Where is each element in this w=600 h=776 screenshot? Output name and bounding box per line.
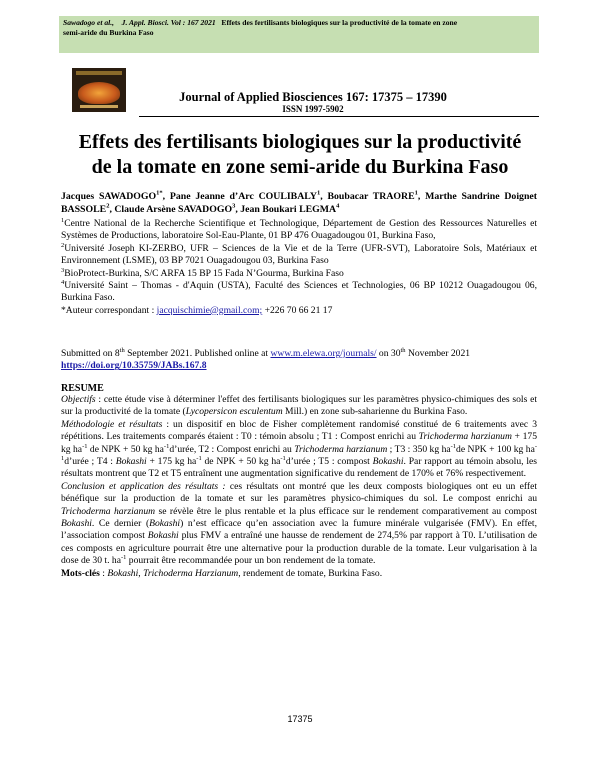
exponent: -1 (120, 554, 127, 562)
submitted-text: September 2021. Published online at (124, 348, 271, 359)
species-name: Trichoderma harzianum (61, 505, 156, 517)
author-sup: 1 (317, 189, 321, 197)
exponent: -1 (450, 442, 457, 450)
paper-title (60, 130, 540, 180)
doi-link[interactable]: https://doi.org/10.35759/JABs.167.8 (61, 360, 207, 372)
affiliation-4 (61, 280, 537, 305)
corresponding-email-link[interactable]: jacquischimie@gmail.com; (156, 304, 263, 316)
objectives-text: Mill.) en zone sub-saharienne du Burkina Faso. (282, 406, 468, 418)
methods-text: : un dispositif en bloc de Fisher complètement randomisé constitué de 6 traitements avec 3 répétitions. Les traitements comparés étaient : T0 : témoin absolu ; T1 : Compost enrichi au (61, 418, 537, 443)
product-name: Bokashi (115, 456, 147, 468)
methods-text: d’urée ; T4 : (64, 456, 116, 468)
abstract-conclusion (61, 481, 537, 568)
conclusion-text: plus FMV a entraîné une hausse de rendement de 274,5% par rapport à T0. L’utilisation de ces composts en agriculture pourrait être une alternative pour la production durable de la tomate. Leur vulgarisation à la dose de 30 t. ha (61, 530, 537, 567)
keywords-text: , rendement de tomate, Burkina Faso. (238, 567, 383, 579)
paper-title-line-2: de la tomate en zone semi-aride du Burkina Faso (91, 156, 509, 178)
keyword: Bokashi (107, 567, 139, 579)
keywords-text: , (138, 567, 144, 579)
page-number: 17375 (287, 714, 313, 724)
methods-text: + 175 kg ha (61, 431, 537, 455)
journal-url-link[interactable]: www.m.elewa.org/journals/ (270, 348, 377, 359)
affiliation-sup: 1 (61, 216, 65, 224)
affiliation-text: BioProtect-Burkina, S/C ARFA 15 BP 15 Fada N’Gourma, Burkina Faso (64, 267, 344, 279)
product-name: Bokashi (372, 456, 404, 468)
published-text: November 2021 (405, 348, 471, 359)
running-header (59, 16, 539, 53)
author: , Pane Jeanne d’Arc COULIBALY (162, 191, 318, 202)
author: , Jean Boukari LEGMA (235, 203, 337, 215)
exponent: -1 (280, 454, 286, 462)
journal-logo-icon (72, 68, 126, 112)
author: Jacques SAWADOGO (61, 191, 157, 202)
author: , Claude Arsène SAVADOGO (109, 203, 233, 215)
running-header-title-1: Effets des fertilisants biologiques sur la productivité de la tomate en zone (221, 18, 458, 27)
affiliation-sup: 4 (61, 278, 65, 286)
author-list (61, 191, 537, 216)
methods-label: Méthodologie et résultats (61, 418, 163, 430)
author-sup: 3 (232, 202, 236, 210)
affiliation-1 (61, 218, 537, 243)
abstract-body (61, 394, 537, 580)
conclusion-label: Conclusion et application des résultats : (61, 480, 226, 492)
paper-title-line-1: Effets des fertilisants biologiques sur la productivité (78, 131, 522, 153)
product-name: Bokashi (149, 518, 181, 530)
author-sup: 2 (106, 202, 110, 210)
author: , Boubacar TRAORE (320, 191, 415, 202)
journal-issn: ISSN 1997-5902 (282, 104, 344, 114)
affiliation-text: Université Saint – Thomas - d'Aquin (USTA), Faculté des Sciences et Technologies, 06 BP 10212 Ouagadougou 06, Burkina Faso. (61, 280, 537, 304)
journal-name: Journal of Applied Biosciences 167: 17375 – 17390 (179, 90, 447, 104)
corresponding-label: *Auteur correspondant : (61, 304, 157, 316)
keyword: Trichoderma Harzianum (143, 567, 239, 579)
exponent: -1 (163, 442, 170, 450)
product-name: Bokashi (61, 518, 92, 530)
corresponding-phone: +226 70 66 21 17 (262, 304, 333, 316)
affiliation-3 (61, 268, 537, 280)
species-name: Trichoderma harzianum (418, 431, 512, 443)
author-sup: 1 (414, 189, 418, 197)
abstract-keywords (61, 568, 537, 580)
abstract-methods (61, 419, 537, 481)
keywords-label: Mots-clés (61, 567, 100, 579)
species-name: Lycopersicon esculentum (185, 406, 283, 418)
published-text: on 30 (376, 348, 401, 359)
affiliation-sup: 3 (61, 266, 65, 274)
objectives-text: : cette étude vise à déterminer l'effet des fertilisants biologiques sur les paramètres physico-chimiques des sols et sur la productivité de la tomate ( (61, 394, 537, 418)
methods-text: d’urée, T2 : Compost enrichi au (169, 443, 295, 455)
affiliation-sup: 2 (61, 241, 65, 249)
abstract-heading: RESUME (61, 383, 104, 394)
header-rule (139, 116, 539, 117)
exponent: -1 (196, 454, 202, 462)
submitted-text: Submitted on 8 (61, 348, 120, 359)
methods-text: de NPK + 50 kg ha (87, 443, 164, 455)
affiliations (61, 218, 537, 317)
running-header-authors: Sawadogo et al., (63, 18, 115, 27)
conclusion-text: se révèle être le plus rentable et la plus efficace sur le rendement comparativement au compost (155, 505, 538, 517)
submission-info (61, 348, 537, 373)
methods-text: de NPK + 100 kg ha (456, 443, 535, 455)
corresponding-author (61, 305, 537, 317)
abstract-objectives (61, 394, 537, 419)
author-sup: 1* (156, 189, 163, 197)
methods-text: de NPK + 50 kg ha (201, 456, 281, 468)
running-header-title-2: semi-aride du Burkina Faso (63, 28, 154, 37)
author-sup: 4 (336, 202, 340, 210)
conclusion-text: ces résultats ont montré que les deux composts biologiques ont eu un effet bénéfique sur la production de la tomate et sur les paramètres physico-chimiques du sol. Le compost enrichi au (61, 480, 538, 505)
author: , Marthe Sandrine Doignet BASSOLE (61, 191, 538, 215)
conclusion-text: . Ce dernier ( (91, 518, 150, 530)
methods-text: ; T3 : 350 kg ha (387, 443, 451, 455)
conclusion-text: ) n’est efficace qu’en association avec la fumure minérale vulgarisée (FMV). En effet, l’association compost (61, 518, 537, 542)
exponent: -1 (61, 442, 537, 462)
methods-text: . Par rapport au témoin absolu, les résultats montrent que T2 et T5 entraînent une augmentation significative du rendement de 170% et 76% respectivement. (61, 456, 537, 480)
affiliation-2 (61, 243, 537, 268)
objectives-label: Objectifs (61, 394, 96, 405)
product-name: Bokashi (147, 530, 179, 542)
species-name: Trichoderma harzianum (294, 443, 388, 455)
conclusion-text: pourrait être recommandée pour un bon rendement de la tomate. (126, 555, 376, 567)
exponent: -1 (82, 442, 88, 450)
methods-text: + 175 kg ha (146, 456, 197, 468)
published-sup: th (400, 346, 406, 354)
affiliation-text: Centre National de la Recherche Scientifique et Technologique, Département de Gestion des Ressources Naturelles et Systèmes de Productions, laboratoire Sol-Eau-Plante, 01 BP 476 Ouagadougou 01, Burkina Faso, (61, 218, 537, 242)
affiliation-text: Université Joseph KI-ZERBO, UFR – Sciences de la Vie et de la Terre (UFR-SVT), Laboratoire Sols, Matériaux et Environnement (LSME), 03 BP 7021 Ouagadougou 03, Burkina Faso (61, 242, 537, 267)
keywords-text: : (99, 567, 108, 579)
running-header-journal-ref: J. Appl. Biosci. Vol : 167 2021 (121, 18, 216, 27)
methods-text: d’urée ; T5 : compost (285, 456, 373, 468)
submitted-sup: th (119, 346, 125, 354)
